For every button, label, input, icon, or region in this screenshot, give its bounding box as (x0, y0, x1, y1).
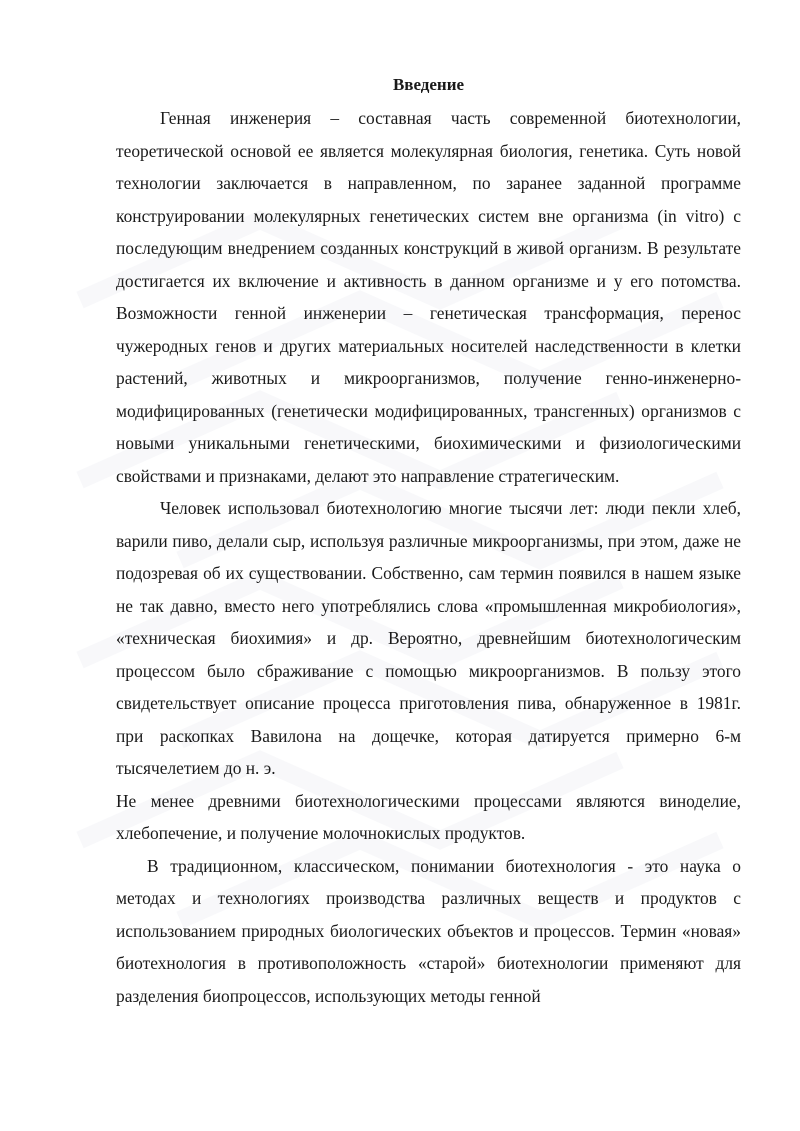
document-title: Введение (392, 75, 465, 94)
paragraph-genetic-engineering: Генная инженерия – составная часть современной биотехнологии, теоретической основой ее является молекулярная биология, генетика. Суть новой технологии заключается в направленном, по заранее заданной программе конструировании молекулярных генетических систем вне организма (in vitro) с последующим внедрением созданных конструкций в живой организм. В результате достигается их включение и активность в данном организме и у его потомства. Возможности генной инженерии – генетическая трансформация, перенос чужеродных генов и других материальных носителей наследственности в клетки растений, животных и микроорганизмов, получение генно-инженерно-модифицированных (генетически модифицированных, трансгенных) организмов с новыми уникальными генетическими, биохимическими и физиологическими свойствами и признаками, делают это направление стратегическим. (116, 108, 741, 486)
paragraph-ancient-processes: Не менее древними биотехнологическими процессами являются виноделие, хлебопечение, и получение молочнокислых продуктов. (116, 790, 741, 843)
document-body (116, 74, 741, 1012)
paragraph-history: Человек использовал биотехнологию многие тысячи лет: люди пекли хлеб, варили пиво, делали сыр, используя различные микроорганизмы, при этом, даже не подозревая об их существовании. Собственно, сам термин появился в нашем языке не так давно, вместо него употреблялись слова «промышленная микробиология», «техническая биохимия» и др. Вероятно, древнейшим биотехнологическим процессом было сбраживание с помощью микроорганизмов. В пользу этого свидетельствует описание процесса приготовления пива, обнаруженное в 1981г. при раскопках Вавилона на дощечке, которая датируется примерно 6-м тысячелетием до н. э. (116, 498, 741, 778)
paragraph-traditional-definition: В традиционном, классическом, понимании биотехнология - это наука о методах и технологиях производства различных веществ и продуктов с использованием природных биологических объектов и процессов. Термин «новая» биотехнология в противоположность «старой» биотехнологии применяют для разделения биопроцессов, использующих методы генной (116, 855, 741, 1006)
